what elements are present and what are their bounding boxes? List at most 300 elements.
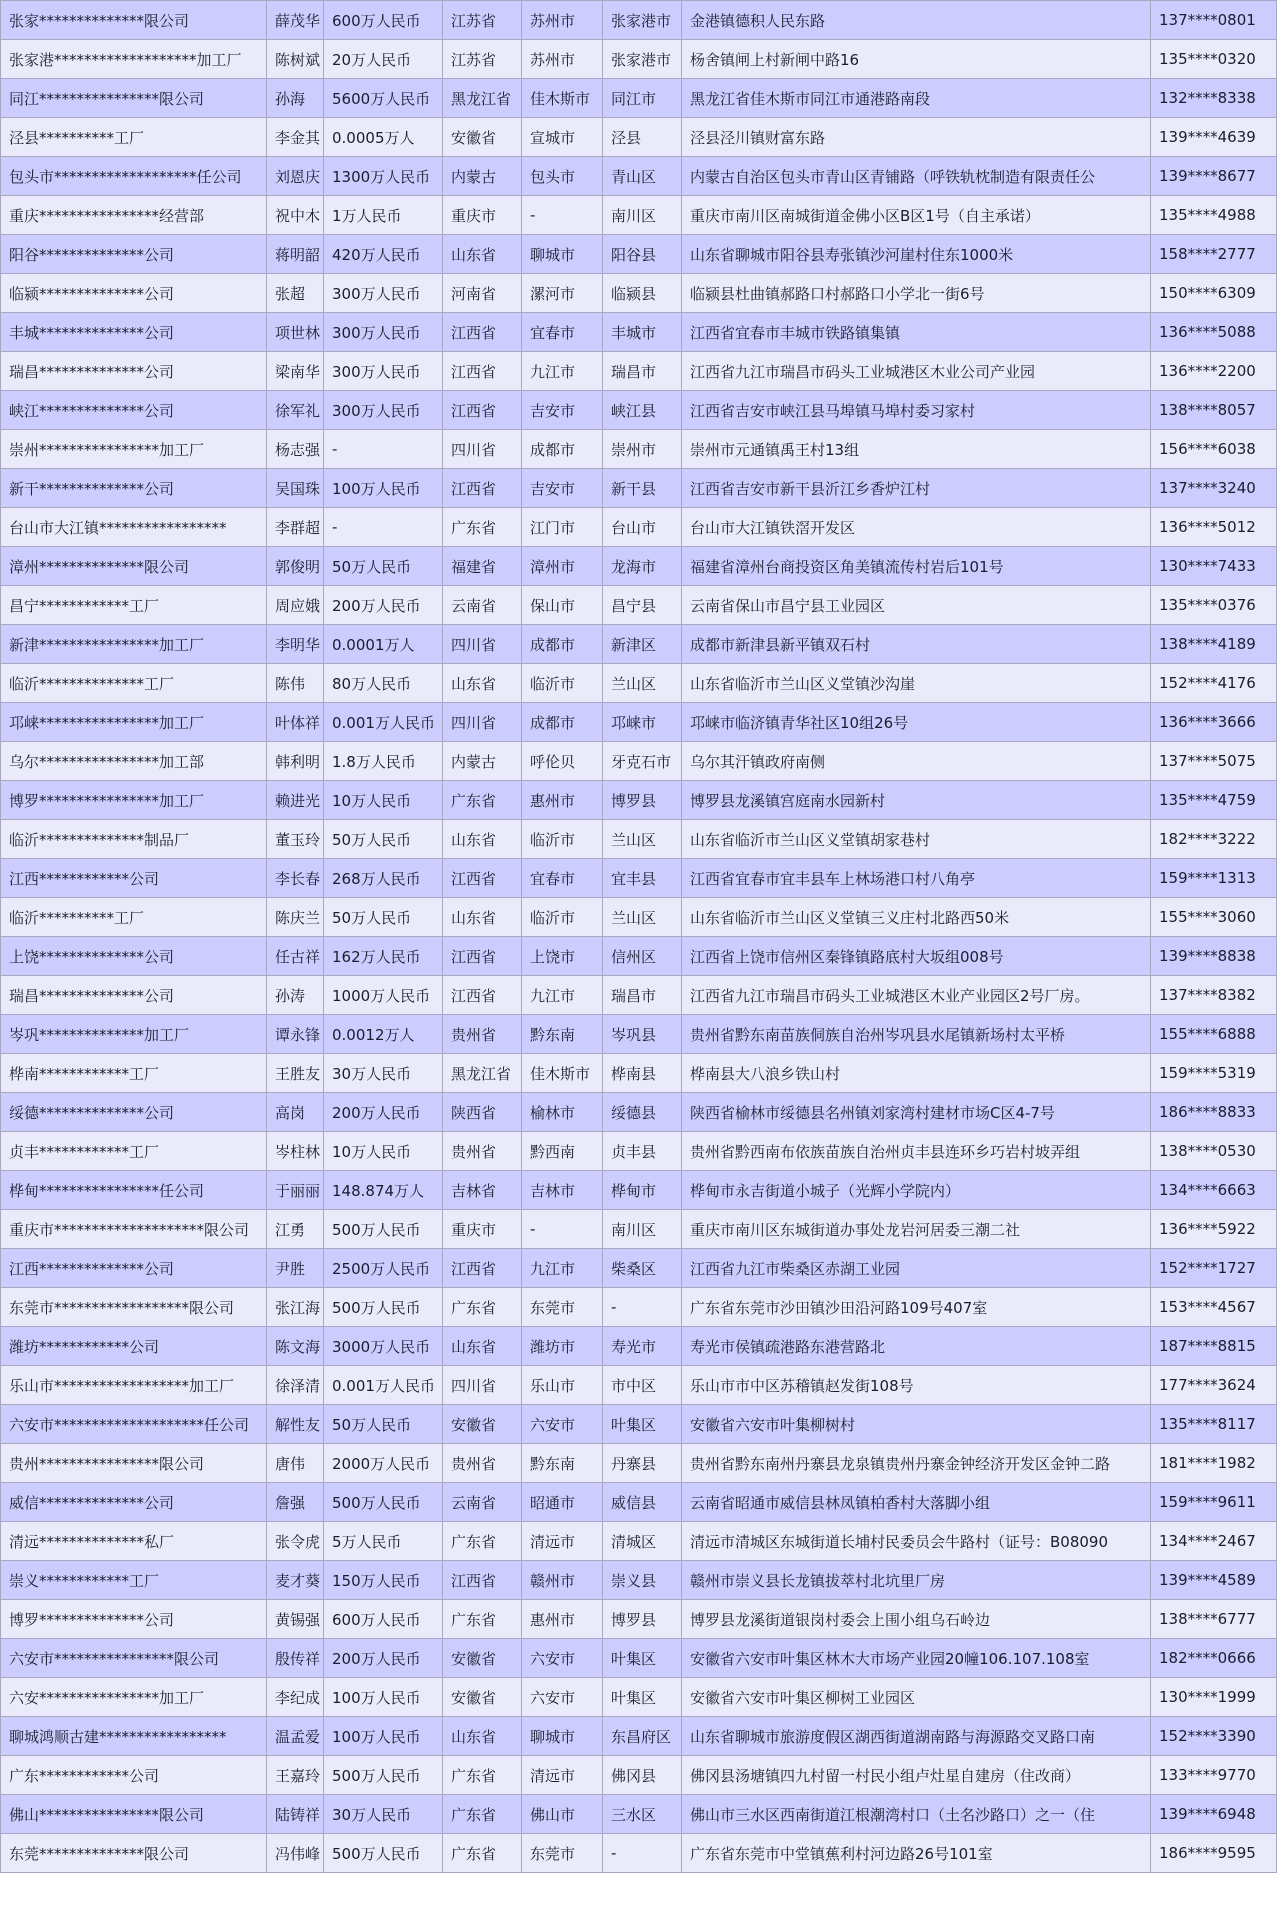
table-row xyxy=(1,1249,1277,1288)
cell-company-name: 六安市****************限公司 xyxy=(1,1639,267,1678)
cell-company-name: 昌宁************工厂 xyxy=(1,586,267,625)
cell-registered-capital: 100万人民币 xyxy=(324,469,443,508)
cell-legal-person: 麦才葵 xyxy=(267,1561,324,1600)
cell-address: 临颍县杜曲镇郝路口村郝路口小学北一街6号 xyxy=(682,274,1151,313)
cell-registered-capital: 1000万人民币 xyxy=(324,976,443,1015)
cell-province: 江西省 xyxy=(443,937,522,976)
cell-legal-person: 周应娥 xyxy=(267,586,324,625)
cell-company-name: 崇义************工厂 xyxy=(1,1561,267,1600)
table-row xyxy=(1,157,1277,196)
cell-phone: 139****4589 xyxy=(1151,1561,1277,1600)
table-row xyxy=(1,1288,1277,1327)
cell-company-name: 瑞昌**************公司 xyxy=(1,352,267,391)
cell-district: 丹寨县 xyxy=(603,1444,682,1483)
table-row xyxy=(1,898,1277,937)
cell-company-name: 乌尔****************加工部 xyxy=(1,742,267,781)
cell-company-name: 东莞市******************限公司 xyxy=(1,1288,267,1327)
cell-phone: 150****6309 xyxy=(1151,274,1277,313)
cell-city: 榆林市 xyxy=(522,1093,603,1132)
cell-address: 江西省上饶市信州区秦锋镇路底村大坂组008号 xyxy=(682,937,1151,976)
cell-legal-person: 李明华 xyxy=(267,625,324,664)
table-row xyxy=(1,313,1277,352)
cell-province: 安徽省 xyxy=(443,1405,522,1444)
cell-company-name: 清远**************私厂 xyxy=(1,1522,267,1561)
table-row xyxy=(1,1678,1277,1717)
cell-city: - xyxy=(522,1210,603,1249)
cell-province: 云南省 xyxy=(443,586,522,625)
cell-phone: 130****7433 xyxy=(1151,547,1277,586)
table-row xyxy=(1,937,1277,976)
cell-address: 山东省聊城市旅游度假区湖西街道湖南路与海源路交叉路口南 xyxy=(682,1717,1151,1756)
cell-legal-person: 祝中木 xyxy=(267,196,324,235)
cell-registered-capital: 162万人民币 xyxy=(324,937,443,976)
cell-legal-person: 薛茂华 xyxy=(267,1,324,40)
cell-province: 江西省 xyxy=(443,1249,522,1288)
cell-district: 台山市 xyxy=(603,508,682,547)
cell-city: 吉林市 xyxy=(522,1171,603,1210)
cell-address: 云南省保山市昌宁县工业园区 xyxy=(682,586,1151,625)
cell-company-name: 重庆****************经营部 xyxy=(1,196,267,235)
table-row xyxy=(1,235,1277,274)
cell-phone: 133****9770 xyxy=(1151,1756,1277,1795)
table-row xyxy=(1,1015,1277,1054)
cell-phone: 136****5012 xyxy=(1151,508,1277,547)
cell-legal-person: 李金其 xyxy=(267,118,324,157)
cell-legal-person: 詹强 xyxy=(267,1483,324,1522)
cell-address: 崇州市元通镇禹王村13组 xyxy=(682,430,1151,469)
cell-province: 广东省 xyxy=(443,781,522,820)
cell-phone: 137****3240 xyxy=(1151,469,1277,508)
table-row xyxy=(1,1600,1277,1639)
cell-province: 山东省 xyxy=(443,1717,522,1756)
cell-province: 江西省 xyxy=(443,469,522,508)
cell-district: 市中区 xyxy=(603,1366,682,1405)
cell-city: 临沂市 xyxy=(522,898,603,937)
table-row xyxy=(1,391,1277,430)
cell-company-name: 漳州**************限公司 xyxy=(1,547,267,586)
cell-district: 桦南县 xyxy=(603,1054,682,1093)
cell-legal-person: 高岗 xyxy=(267,1093,324,1132)
cell-registered-capital: 300万人民币 xyxy=(324,352,443,391)
cell-phone: 130****1999 xyxy=(1151,1678,1277,1717)
cell-address: 赣州市崇义县长龙镇拔萃村北坑里厂房 xyxy=(682,1561,1151,1600)
cell-company-name: 新津****************加工厂 xyxy=(1,625,267,664)
cell-address: 云南省昭通市威信县林凤镇柏香村大落脚小组 xyxy=(682,1483,1151,1522)
cell-city: 包头市 xyxy=(522,157,603,196)
cell-province: 山东省 xyxy=(443,898,522,937)
cell-registered-capital: 300万人民币 xyxy=(324,313,443,352)
cell-company-name: 威信**************公司 xyxy=(1,1483,267,1522)
cell-city: 惠州市 xyxy=(522,781,603,820)
cell-address: 乌尔其汗镇政府南侧 xyxy=(682,742,1151,781)
cell-registered-capital: 0.001万人民币 xyxy=(324,1366,443,1405)
cell-address: 山东省临沂市兰山区义堂镇胡家巷村 xyxy=(682,820,1151,859)
cell-company-name: 临沂**************制品厂 xyxy=(1,820,267,859)
cell-district: 兰山区 xyxy=(603,820,682,859)
cell-city: 呼伦贝 xyxy=(522,742,603,781)
cell-company-name: 六安****************加工厂 xyxy=(1,1678,267,1717)
cell-registered-capital: 500万人民币 xyxy=(324,1288,443,1327)
cell-legal-person: 陈庆兰 xyxy=(267,898,324,937)
cell-address: 泾县泾川镇财富东路 xyxy=(682,118,1151,157)
cell-province: 贵州省 xyxy=(443,1132,522,1171)
cell-district: 瑞昌市 xyxy=(603,352,682,391)
cell-province: 江苏省 xyxy=(443,40,522,79)
cell-registered-capital: 150万人民币 xyxy=(324,1561,443,1600)
cell-city: 清远市 xyxy=(522,1756,603,1795)
cell-address: 清远市清城区东城街道长埔村民委员会牛路村（证号：B08090 xyxy=(682,1522,1151,1561)
cell-province: 江西省 xyxy=(443,313,522,352)
cell-city: 黔东南 xyxy=(522,1015,603,1054)
table-body xyxy=(1,1,1277,1873)
cell-province: 广东省 xyxy=(443,1522,522,1561)
cell-address: 成都市新津县新平镇双石村 xyxy=(682,625,1151,664)
cell-city: 六安市 xyxy=(522,1405,603,1444)
cell-phone: 138****4189 xyxy=(1151,625,1277,664)
cell-phone: 135****4759 xyxy=(1151,781,1277,820)
cell-registered-capital: 80万人民币 xyxy=(324,664,443,703)
table-row xyxy=(1,742,1277,781)
cell-registered-capital: 420万人民币 xyxy=(324,235,443,274)
table-row xyxy=(1,1327,1277,1366)
cell-city: 九江市 xyxy=(522,352,603,391)
cell-registered-capital: 2500万人民币 xyxy=(324,1249,443,1288)
table-row xyxy=(1,118,1277,157)
table-row xyxy=(1,976,1277,1015)
cell-address: 江西省九江市瑞昌市码头工业城港区木业公司产业园 xyxy=(682,352,1151,391)
table-row xyxy=(1,781,1277,820)
table-row xyxy=(1,1132,1277,1171)
cell-province: 黑龙江省 xyxy=(443,1054,522,1093)
cell-district: 岑巩县 xyxy=(603,1015,682,1054)
cell-district: 同江市 xyxy=(603,79,682,118)
cell-city: 成都市 xyxy=(522,703,603,742)
cell-city: 上饶市 xyxy=(522,937,603,976)
table-row xyxy=(1,1444,1277,1483)
cell-province: 江西省 xyxy=(443,391,522,430)
cell-phone: 155****3060 xyxy=(1151,898,1277,937)
cell-city: 九江市 xyxy=(522,976,603,1015)
cell-legal-person: 黄锡强 xyxy=(267,1600,324,1639)
cell-phone: 155****6888 xyxy=(1151,1015,1277,1054)
cell-phone: 139****8677 xyxy=(1151,157,1277,196)
cell-phone: 135****0376 xyxy=(1151,586,1277,625)
cell-company-name: 广东************公司 xyxy=(1,1756,267,1795)
cell-legal-person: 叶体祥 xyxy=(267,703,324,742)
cell-phone: 137****0801 xyxy=(1151,1,1277,40)
cell-registered-capital: 50万人民币 xyxy=(324,898,443,937)
cell-phone: 152****3390 xyxy=(1151,1717,1277,1756)
table-row xyxy=(1,40,1277,79)
table-row xyxy=(1,1717,1277,1756)
cell-company-name: 泾县**********工厂 xyxy=(1,118,267,157)
cell-legal-person: 张超 xyxy=(267,274,324,313)
cell-registered-capital: 300万人民币 xyxy=(324,391,443,430)
cell-phone: 137****8382 xyxy=(1151,976,1277,1015)
cell-district: 宜丰县 xyxy=(603,859,682,898)
table-row xyxy=(1,1405,1277,1444)
cell-phone: 137****5075 xyxy=(1151,742,1277,781)
cell-phone: 138****6777 xyxy=(1151,1600,1277,1639)
table-row xyxy=(1,1756,1277,1795)
cell-province: 福建省 xyxy=(443,547,522,586)
cell-district: 佛冈县 xyxy=(603,1756,682,1795)
cell-city: 昭通市 xyxy=(522,1483,603,1522)
cell-phone: 182****0666 xyxy=(1151,1639,1277,1678)
cell-phone: 138****8057 xyxy=(1151,391,1277,430)
cell-company-name: 丰城**************公司 xyxy=(1,313,267,352)
table-row xyxy=(1,1210,1277,1249)
cell-phone: 136****3666 xyxy=(1151,703,1277,742)
cell-district: 泾县 xyxy=(603,118,682,157)
cell-registered-capital: 200万人民币 xyxy=(324,1639,443,1678)
cell-address: 江西省吉安市峡江县马埠镇马埠村委习家村 xyxy=(682,391,1151,430)
cell-company-name: 聊城鸿顺古建***************** xyxy=(1,1717,267,1756)
cell-address: 安徽省六安市叶集柳树村 xyxy=(682,1405,1151,1444)
cell-address: 寿光市侯镇疏港路东港营路北 xyxy=(682,1327,1151,1366)
cell-district: 崇州市 xyxy=(603,430,682,469)
cell-company-name: 新干**************公司 xyxy=(1,469,267,508)
cell-city: 赣州市 xyxy=(522,1561,603,1600)
cell-company-name: 崇州****************加工厂 xyxy=(1,430,267,469)
cell-address: 福建省漳州台商投资区角美镇流传村岩后101号 xyxy=(682,547,1151,586)
table-row xyxy=(1,1522,1277,1561)
cell-registered-capital: 500万人民币 xyxy=(324,1756,443,1795)
cell-legal-person: 刘恩庆 xyxy=(267,157,324,196)
cell-city: 佳木斯市 xyxy=(522,1054,603,1093)
cell-address: 杨舍镇闸上村新闸中路16 xyxy=(682,40,1151,79)
cell-address: 台山市大江镇铁滘开发区 xyxy=(682,508,1151,547)
cell-address: 江西省宜春市丰城市铁路镇集镇 xyxy=(682,313,1151,352)
cell-province: 安徽省 xyxy=(443,1639,522,1678)
cell-city: 苏州市 xyxy=(522,1,603,40)
cell-district: 博罗县 xyxy=(603,781,682,820)
cell-province: 四川省 xyxy=(443,703,522,742)
cell-address: 陕西省榆林市绥德县名州镇刘家湾村建材市场C区4-7号 xyxy=(682,1093,1151,1132)
cell-company-name: 重庆市********************限公司 xyxy=(1,1210,267,1249)
cell-company-name: 阳谷**************公司 xyxy=(1,235,267,274)
table-row xyxy=(1,79,1277,118)
cell-phone: 152****4176 xyxy=(1151,664,1277,703)
cell-province: 江西省 xyxy=(443,976,522,1015)
cell-company-name: 桦甸****************任公司 xyxy=(1,1171,267,1210)
cell-city: 吉安市 xyxy=(522,469,603,508)
cell-city: 苏州市 xyxy=(522,40,603,79)
table-row xyxy=(1,1483,1277,1522)
table-row xyxy=(1,1639,1277,1678)
table-row xyxy=(1,1366,1277,1405)
cell-address: 重庆市南川区南城街道金佛小区B区1号（自主承诺） xyxy=(682,196,1151,235)
cell-province: 江西省 xyxy=(443,1561,522,1600)
cell-registered-capital: 200万人民币 xyxy=(324,1093,443,1132)
cell-address: 广东省东莞市沙田镇沙田沿河路109号407室 xyxy=(682,1288,1151,1327)
cell-registered-capital: - xyxy=(324,430,443,469)
cell-legal-person: 王嘉玲 xyxy=(267,1756,324,1795)
cell-registered-capital: 1.8万人民币 xyxy=(324,742,443,781)
cell-district: 青山区 xyxy=(603,157,682,196)
cell-legal-person: 徐军礼 xyxy=(267,391,324,430)
cell-company-name: 岑巩**************加工厂 xyxy=(1,1015,267,1054)
cell-province: 重庆市 xyxy=(443,1210,522,1249)
cell-company-name: 六安市********************任公司 xyxy=(1,1405,267,1444)
cell-registered-capital: 30万人民币 xyxy=(324,1054,443,1093)
cell-district: 兰山区 xyxy=(603,898,682,937)
cell-legal-person: 孙海 xyxy=(267,79,324,118)
cell-city: 临沂市 xyxy=(522,820,603,859)
cell-phone: 136****2200 xyxy=(1151,352,1277,391)
cell-district: 丰城市 xyxy=(603,313,682,352)
cell-legal-person: 江勇 xyxy=(267,1210,324,1249)
cell-legal-person: 温孟爱 xyxy=(267,1717,324,1756)
cell-province: 广东省 xyxy=(443,1288,522,1327)
cell-district: 瑞昌市 xyxy=(603,976,682,1015)
cell-district: 昌宁县 xyxy=(603,586,682,625)
table-row xyxy=(1,703,1277,742)
cell-company-name: 贞丰************工厂 xyxy=(1,1132,267,1171)
cell-city: 聊城市 xyxy=(522,235,603,274)
cell-address: 重庆市南川区东城街道办事处龙岩河居委三潮二社 xyxy=(682,1210,1151,1249)
table-row xyxy=(1,508,1277,547)
cell-company-name: 绥德**************公司 xyxy=(1,1093,267,1132)
cell-district: 威信县 xyxy=(603,1483,682,1522)
cell-district: 崇义县 xyxy=(603,1561,682,1600)
cell-phone: 135****4988 xyxy=(1151,196,1277,235)
cell-address: 安徽省六安市叶集区柳树工业园区 xyxy=(682,1678,1151,1717)
cell-city: 聊城市 xyxy=(522,1717,603,1756)
cell-registered-capital: 50万人民币 xyxy=(324,820,443,859)
cell-district: 柴桑区 xyxy=(603,1249,682,1288)
cell-province: 贵州省 xyxy=(443,1015,522,1054)
cell-company-name: 张家港*******************加工厂 xyxy=(1,40,267,79)
cell-phone: 134****2467 xyxy=(1151,1522,1277,1561)
cell-legal-person: 韩利明 xyxy=(267,742,324,781)
cell-district: - xyxy=(603,1834,682,1873)
cell-address: 博罗县龙溪街道银岗村委会上围小组乌石岭边 xyxy=(682,1600,1151,1639)
cell-company-name: 乐山市******************加工厂 xyxy=(1,1366,267,1405)
cell-phone: 138****0530 xyxy=(1151,1132,1277,1171)
cell-district: 叶集区 xyxy=(603,1639,682,1678)
cell-address: 黑龙江省佳木斯市同江市通港路南段 xyxy=(682,79,1151,118)
cell-address: 佛冈县汤塘镇四九村留一村民小组卢灶星自建房（住改商） xyxy=(682,1756,1151,1795)
cell-address: 乐山市市中区苏稽镇赵发街108号 xyxy=(682,1366,1151,1405)
cell-company-name: 临沂**************工厂 xyxy=(1,664,267,703)
cell-company-name: 同江****************限公司 xyxy=(1,79,267,118)
cell-phone: 177****3624 xyxy=(1151,1366,1277,1405)
cell-registered-capital: 20万人民币 xyxy=(324,40,443,79)
cell-address: 内蒙古自治区包头市青山区青铺路（呼铁轨枕制造有限责任公 xyxy=(682,157,1151,196)
cell-phone: 159****1313 xyxy=(1151,859,1277,898)
cell-province: 江西省 xyxy=(443,352,522,391)
table-row xyxy=(1,469,1277,508)
table-row xyxy=(1,274,1277,313)
cell-registered-capital: 500万人民币 xyxy=(324,1834,443,1873)
cell-city: 黔东南 xyxy=(522,1444,603,1483)
table-row xyxy=(1,1093,1277,1132)
cell-city: 九江市 xyxy=(522,1249,603,1288)
cell-province: 河南省 xyxy=(443,274,522,313)
cell-legal-person: 解性友 xyxy=(267,1405,324,1444)
cell-city: 宜春市 xyxy=(522,313,603,352)
cell-district: 新干县 xyxy=(603,469,682,508)
cell-legal-person: 蒋明韶 xyxy=(267,235,324,274)
cell-address: 江西省九江市柴桑区赤湖工业园 xyxy=(682,1249,1151,1288)
cell-legal-person: 李长春 xyxy=(267,859,324,898)
cell-city: 佛山市 xyxy=(522,1795,603,1834)
cell-company-name: 峡江**************公司 xyxy=(1,391,267,430)
cell-city: 潍坊市 xyxy=(522,1327,603,1366)
table-row xyxy=(1,1,1277,40)
cell-city: 成都市 xyxy=(522,430,603,469)
cell-district: 桦甸市 xyxy=(603,1171,682,1210)
cell-phone: 159****5319 xyxy=(1151,1054,1277,1093)
cell-province: 山东省 xyxy=(443,820,522,859)
cell-legal-person: 陈伟 xyxy=(267,664,324,703)
cell-city: 漳州市 xyxy=(522,547,603,586)
cell-district: 邛崃市 xyxy=(603,703,682,742)
table-row xyxy=(1,1561,1277,1600)
cell-phone: 139****6948 xyxy=(1151,1795,1277,1834)
cell-district: 阳谷县 xyxy=(603,235,682,274)
cell-registered-capital: 2000万人民币 xyxy=(324,1444,443,1483)
cell-registered-capital: 268万人民币 xyxy=(324,859,443,898)
cell-district: 绥德县 xyxy=(603,1093,682,1132)
cell-registered-capital: - xyxy=(324,508,443,547)
cell-legal-person: 徐泽清 xyxy=(267,1366,324,1405)
cell-legal-person: 董玉玲 xyxy=(267,820,324,859)
cell-legal-person: 冯伟峰 xyxy=(267,1834,324,1873)
cell-company-name: 东莞**************限公司 xyxy=(1,1834,267,1873)
cell-legal-person: 李群超 xyxy=(267,508,324,547)
cell-company-name: 张家**************限公司 xyxy=(1,1,267,40)
cell-district: 博罗县 xyxy=(603,1600,682,1639)
cell-company-name: 江西************公司 xyxy=(1,859,267,898)
cell-phone: 134****6663 xyxy=(1151,1171,1277,1210)
cell-phone: 187****8815 xyxy=(1151,1327,1277,1366)
cell-city: 佳木斯市 xyxy=(522,79,603,118)
cell-district: 寿光市 xyxy=(603,1327,682,1366)
cell-phone: 136****5088 xyxy=(1151,313,1277,352)
cell-legal-person: 杨志强 xyxy=(267,430,324,469)
cell-phone: 182****3222 xyxy=(1151,820,1277,859)
cell-district: 三水区 xyxy=(603,1795,682,1834)
cell-city: 江门市 xyxy=(522,508,603,547)
cell-address: 博罗县龙溪镇宫庭南水园新村 xyxy=(682,781,1151,820)
cell-registered-capital: 100万人民币 xyxy=(324,1678,443,1717)
cell-province: 广东省 xyxy=(443,508,522,547)
cell-province: 广东省 xyxy=(443,1795,522,1834)
cell-district: 峡江县 xyxy=(603,391,682,430)
cell-phone: 156****6038 xyxy=(1151,430,1277,469)
table-row xyxy=(1,1795,1277,1834)
cell-district: - xyxy=(603,1288,682,1327)
cell-city: 东莞市 xyxy=(522,1288,603,1327)
cell-legal-person: 孙涛 xyxy=(267,976,324,1015)
cell-registered-capital: 500万人民币 xyxy=(324,1210,443,1249)
cell-district: 临颍县 xyxy=(603,274,682,313)
cell-legal-person: 赖进光 xyxy=(267,781,324,820)
cell-legal-person: 唐伟 xyxy=(267,1444,324,1483)
table-row xyxy=(1,196,1277,235)
cell-registered-capital: 500万人民币 xyxy=(324,1483,443,1522)
cell-district: 叶集区 xyxy=(603,1678,682,1717)
cell-city: 惠州市 xyxy=(522,1600,603,1639)
cell-company-name: 台山市大江镇***************** xyxy=(1,508,267,547)
cell-company-name: 包头市*******************任公司 xyxy=(1,157,267,196)
cell-company-name: 临沂**********工厂 xyxy=(1,898,267,937)
cell-province: 山东省 xyxy=(443,235,522,274)
cell-company-name: 佛山****************限公司 xyxy=(1,1795,267,1834)
cell-district: 信州区 xyxy=(603,937,682,976)
